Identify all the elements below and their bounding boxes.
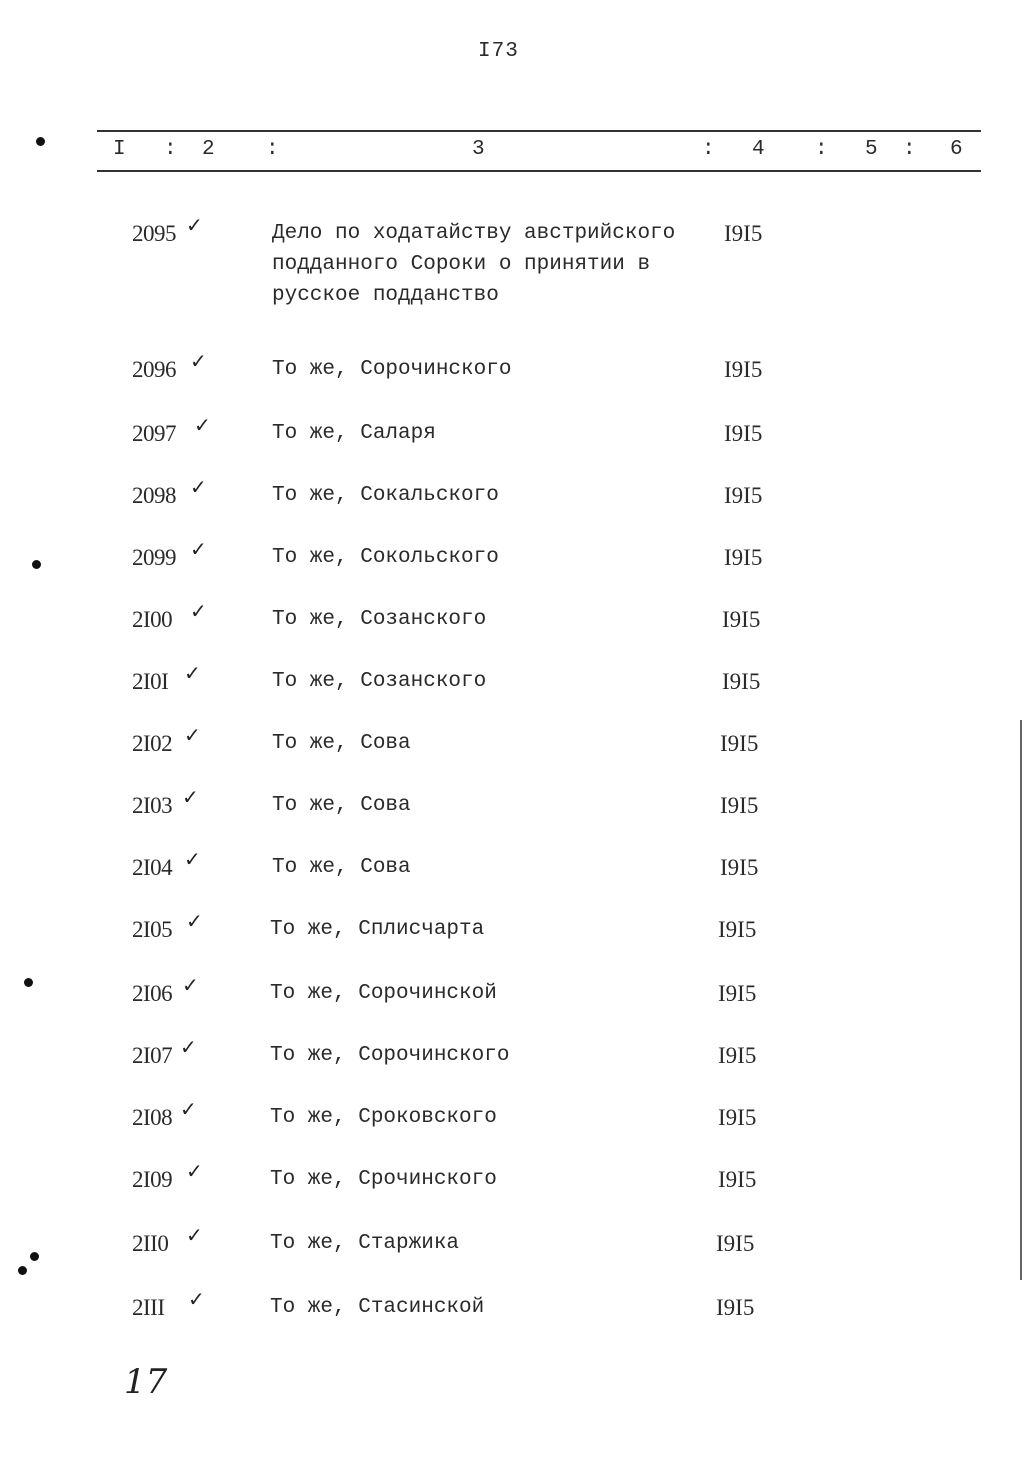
record-description: То же, Старжика <box>270 1232 460 1255</box>
header-sep: : <box>266 138 279 161</box>
record-year: I9I5 <box>718 917 757 942</box>
check-mark-icon: ✓ <box>186 213 203 237</box>
header-rule-top <box>97 130 981 132</box>
check-mark-icon: ✓ <box>182 973 199 997</box>
record-description: То же, Сокольского <box>272 546 499 569</box>
record-number: 2I08 <box>132 1105 173 1130</box>
record-description: То же, Сова <box>272 856 411 879</box>
check-mark-icon: ✓ <box>186 1159 203 1183</box>
record-number: 2I04 <box>132 855 173 880</box>
record-description: То же, Сова <box>272 732 411 755</box>
check-mark-icon: ✓ <box>190 475 207 499</box>
record-number: 2II0 <box>132 1231 169 1256</box>
record-year: I9I5 <box>724 421 763 446</box>
record-year: I9I5 <box>724 221 763 246</box>
record-description: То же, Сорочинского <box>270 1044 510 1067</box>
record-description: То же, Сокальского <box>272 484 499 507</box>
check-mark-icon: ✓ <box>186 1223 203 1247</box>
record-number: 2098 <box>132 483 176 508</box>
header-col-4: 4 <box>752 138 765 161</box>
punch-hole-dot <box>30 1252 39 1261</box>
header-sep: : <box>702 138 715 161</box>
record-year: I9I5 <box>716 1231 755 1256</box>
record-number: 2I00 <box>132 607 173 632</box>
header-rule-bottom <box>97 170 981 172</box>
record-number: 2096 <box>132 357 176 382</box>
record-description: То же, Стасинской <box>270 1296 485 1319</box>
record-description: То же, Сорочинской <box>270 982 497 1005</box>
check-mark-icon: ✓ <box>182 785 199 809</box>
record-number: 2I05 <box>132 917 173 942</box>
record-number: 2I02 <box>132 731 173 756</box>
record-number: 2III <box>132 1295 165 1320</box>
record-number: 2099 <box>132 545 176 570</box>
check-mark-icon: ✓ <box>190 537 207 561</box>
check-mark-icon: ✓ <box>190 349 207 373</box>
record-description: То же, Созанского <box>272 608 487 631</box>
record-number: 2I0I <box>132 669 169 694</box>
record-description: То же, Сорочинского <box>272 358 512 381</box>
record-year: I9I5 <box>718 981 757 1006</box>
record-number: 2I07 <box>132 1043 173 1068</box>
record-description: То же, Сроковского <box>270 1106 497 1129</box>
check-mark-icon: ✓ <box>180 1035 197 1059</box>
record-description: То же, Сплисчарта <box>270 918 485 941</box>
record-number: 2095 <box>132 221 176 246</box>
check-mark-icon: ✓ <box>184 847 201 871</box>
check-mark-icon: ✓ <box>184 723 201 747</box>
record-year: I9I5 <box>724 357 763 382</box>
record-number: 2I09 <box>132 1167 173 1192</box>
record-year: I9I5 <box>722 607 761 632</box>
header-col-2: 2 <box>202 138 215 161</box>
header-col-3: 3 <box>472 138 485 161</box>
record-year: I9I5 <box>720 855 759 880</box>
check-mark-icon: ✓ <box>190 599 207 623</box>
page-number: I73 <box>478 40 519 63</box>
record-number: 2I03 <box>132 793 173 818</box>
record-year: I9I5 <box>718 1167 757 1192</box>
header-sep: : <box>815 138 828 161</box>
record-year: I9I5 <box>724 483 763 508</box>
record-description: Дело по ходатайству австрийского подданного Сороки о принятии в русское подданство <box>272 222 676 307</box>
header-col-1: I <box>113 138 126 161</box>
record-year: I9I5 <box>724 545 763 570</box>
header-sep: : <box>903 138 916 161</box>
check-mark-icon: ✓ <box>184 661 201 685</box>
punch-hole-dot <box>24 978 33 987</box>
record-year: I9I5 <box>720 793 759 818</box>
record-number: 2I06 <box>132 981 173 1006</box>
check-mark-icon: ✓ <box>194 413 211 437</box>
header-sep: : <box>164 138 177 161</box>
handwritten-note: 17 <box>124 1362 168 1402</box>
record-year: I9I5 <box>718 1043 757 1068</box>
check-mark-icon: ✓ <box>180 1097 197 1121</box>
check-mark-icon: ✓ <box>188 1287 205 1311</box>
header-col-5: 5 <box>865 138 878 161</box>
record-year: I9I5 <box>720 731 759 756</box>
punch-hole-dot <box>18 1266 27 1275</box>
header-col-6: 6 <box>950 138 963 161</box>
record-number: 2097 <box>132 421 176 446</box>
record-description: То же, Саларя <box>272 422 436 445</box>
punch-hole-dot <box>36 137 45 146</box>
record-description: То же, Срочинского <box>270 1168 497 1191</box>
record-year: I9I5 <box>716 1295 755 1320</box>
record-description: То же, Сова <box>272 794 411 817</box>
record-year: I9I5 <box>722 669 761 694</box>
record-year: I9I5 <box>718 1105 757 1130</box>
punch-hole-dot <box>32 560 41 569</box>
check-mark-icon: ✓ <box>186 909 203 933</box>
record-description: То же, Созанского <box>272 670 487 693</box>
page-edge-line <box>1020 720 1022 1280</box>
